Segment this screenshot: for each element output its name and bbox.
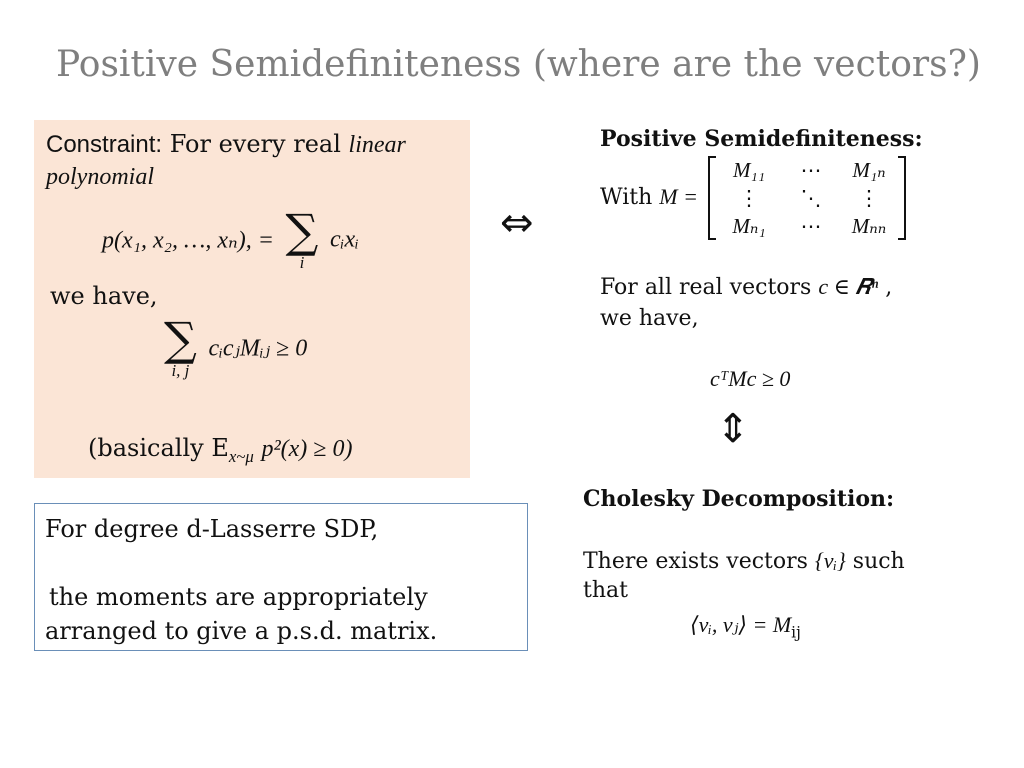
for-all-line [600,274,892,300]
matrix-left-bracket [708,156,716,240]
cholesky-line1-tail: such [852,549,905,574]
matrix-cell: M₁₁ [732,157,766,182]
iff-arrow-icon: ⇔ [500,200,534,246]
up-down-arrow-icon: ⇕ [716,406,750,452]
cholesky-heading: Cholesky Decomposition: [583,486,895,512]
for-all-math: c ∈ 𝑹ⁿ [818,274,879,299]
psd-with-line [600,184,698,210]
cholesky-line2: that [583,578,628,603]
cholesky-line1 [583,548,905,574]
matrix-cell: ⋮ [858,185,880,210]
for-all-text: For all real vectors [600,275,812,300]
sum-symbol-i [285,204,319,272]
sum-symbol-ij [164,312,197,380]
sum-index-i: i [299,253,305,272]
lasserre-line1: For degree d-Lasserre SDP, [45,515,379,543]
cholesky-line1-math: {vᵢ} [814,548,846,573]
constraint-label: Constraint: [46,131,163,158]
psd-with-label: With [600,185,653,210]
psd-matrix [708,156,906,240]
poly-term: cᵢxᵢ [330,226,359,253]
matrix-cell: M₁ₙ [852,157,886,182]
sum-index-ij: i, j [171,361,190,380]
poly-lhs: p(x₁, x₂, …, xₙ), = [102,227,274,254]
ineq-term: cᵢcⱼMᵢⱼ ≥ 0 [208,335,308,362]
matrix-cell: ⋯ [800,157,822,182]
sum-glyph-ij: ∑ [164,312,197,366]
constraint-intro-em2: polynomial [46,164,154,190]
matrix-cell: Mₙₙ [851,213,887,238]
for-all-tail: , [885,275,893,300]
constraint-intro-text: For every real [169,130,341,158]
matrix-cell: Mₙ₁ [732,213,766,238]
basically-line [88,434,352,467]
sum-glyph: ∑ [285,204,319,258]
page-title: Positive Semidefiniteness (where are the vectors?) [56,44,981,85]
lasserre-box [34,503,528,651]
cholesky-equation-main: ⟨vᵢ, vⱼ⟩ = M [690,612,792,637]
psd-with-var: M = [659,184,698,209]
basically-sub: x~μ [228,446,254,466]
cholesky-equation [690,612,801,641]
psd-inequality: cᵀMc ≥ 0 [710,366,791,391]
basically-rest: p²(x) ≥ 0) [261,436,353,462]
constraint-box [34,120,470,478]
we-have-left: we have, [50,282,158,310]
polynomial-formula [102,204,359,272]
lasserre-line3: arranged to give a p.s.d. matrix. [45,617,438,645]
cholesky-equation-sub: ij [791,623,801,642]
sum-inequality [160,312,308,380]
matrix-cell: ⋮ [738,185,760,210]
we-have-right: we have, [600,306,699,331]
lasserre-line2: the moments are appropriately [49,583,428,611]
psd-heading: Positive Semidefiniteness: [600,126,923,152]
matrix-cell: ⋯ [800,213,822,238]
matrix-right-bracket [898,156,906,240]
matrix-cell: ⋱ [800,185,822,210]
cholesky-line1-text: There exists vectors [583,549,808,574]
basically-text: (basically E [88,434,229,462]
constraint-intro [46,130,406,159]
constraint-intro-em: linear [348,132,406,158]
